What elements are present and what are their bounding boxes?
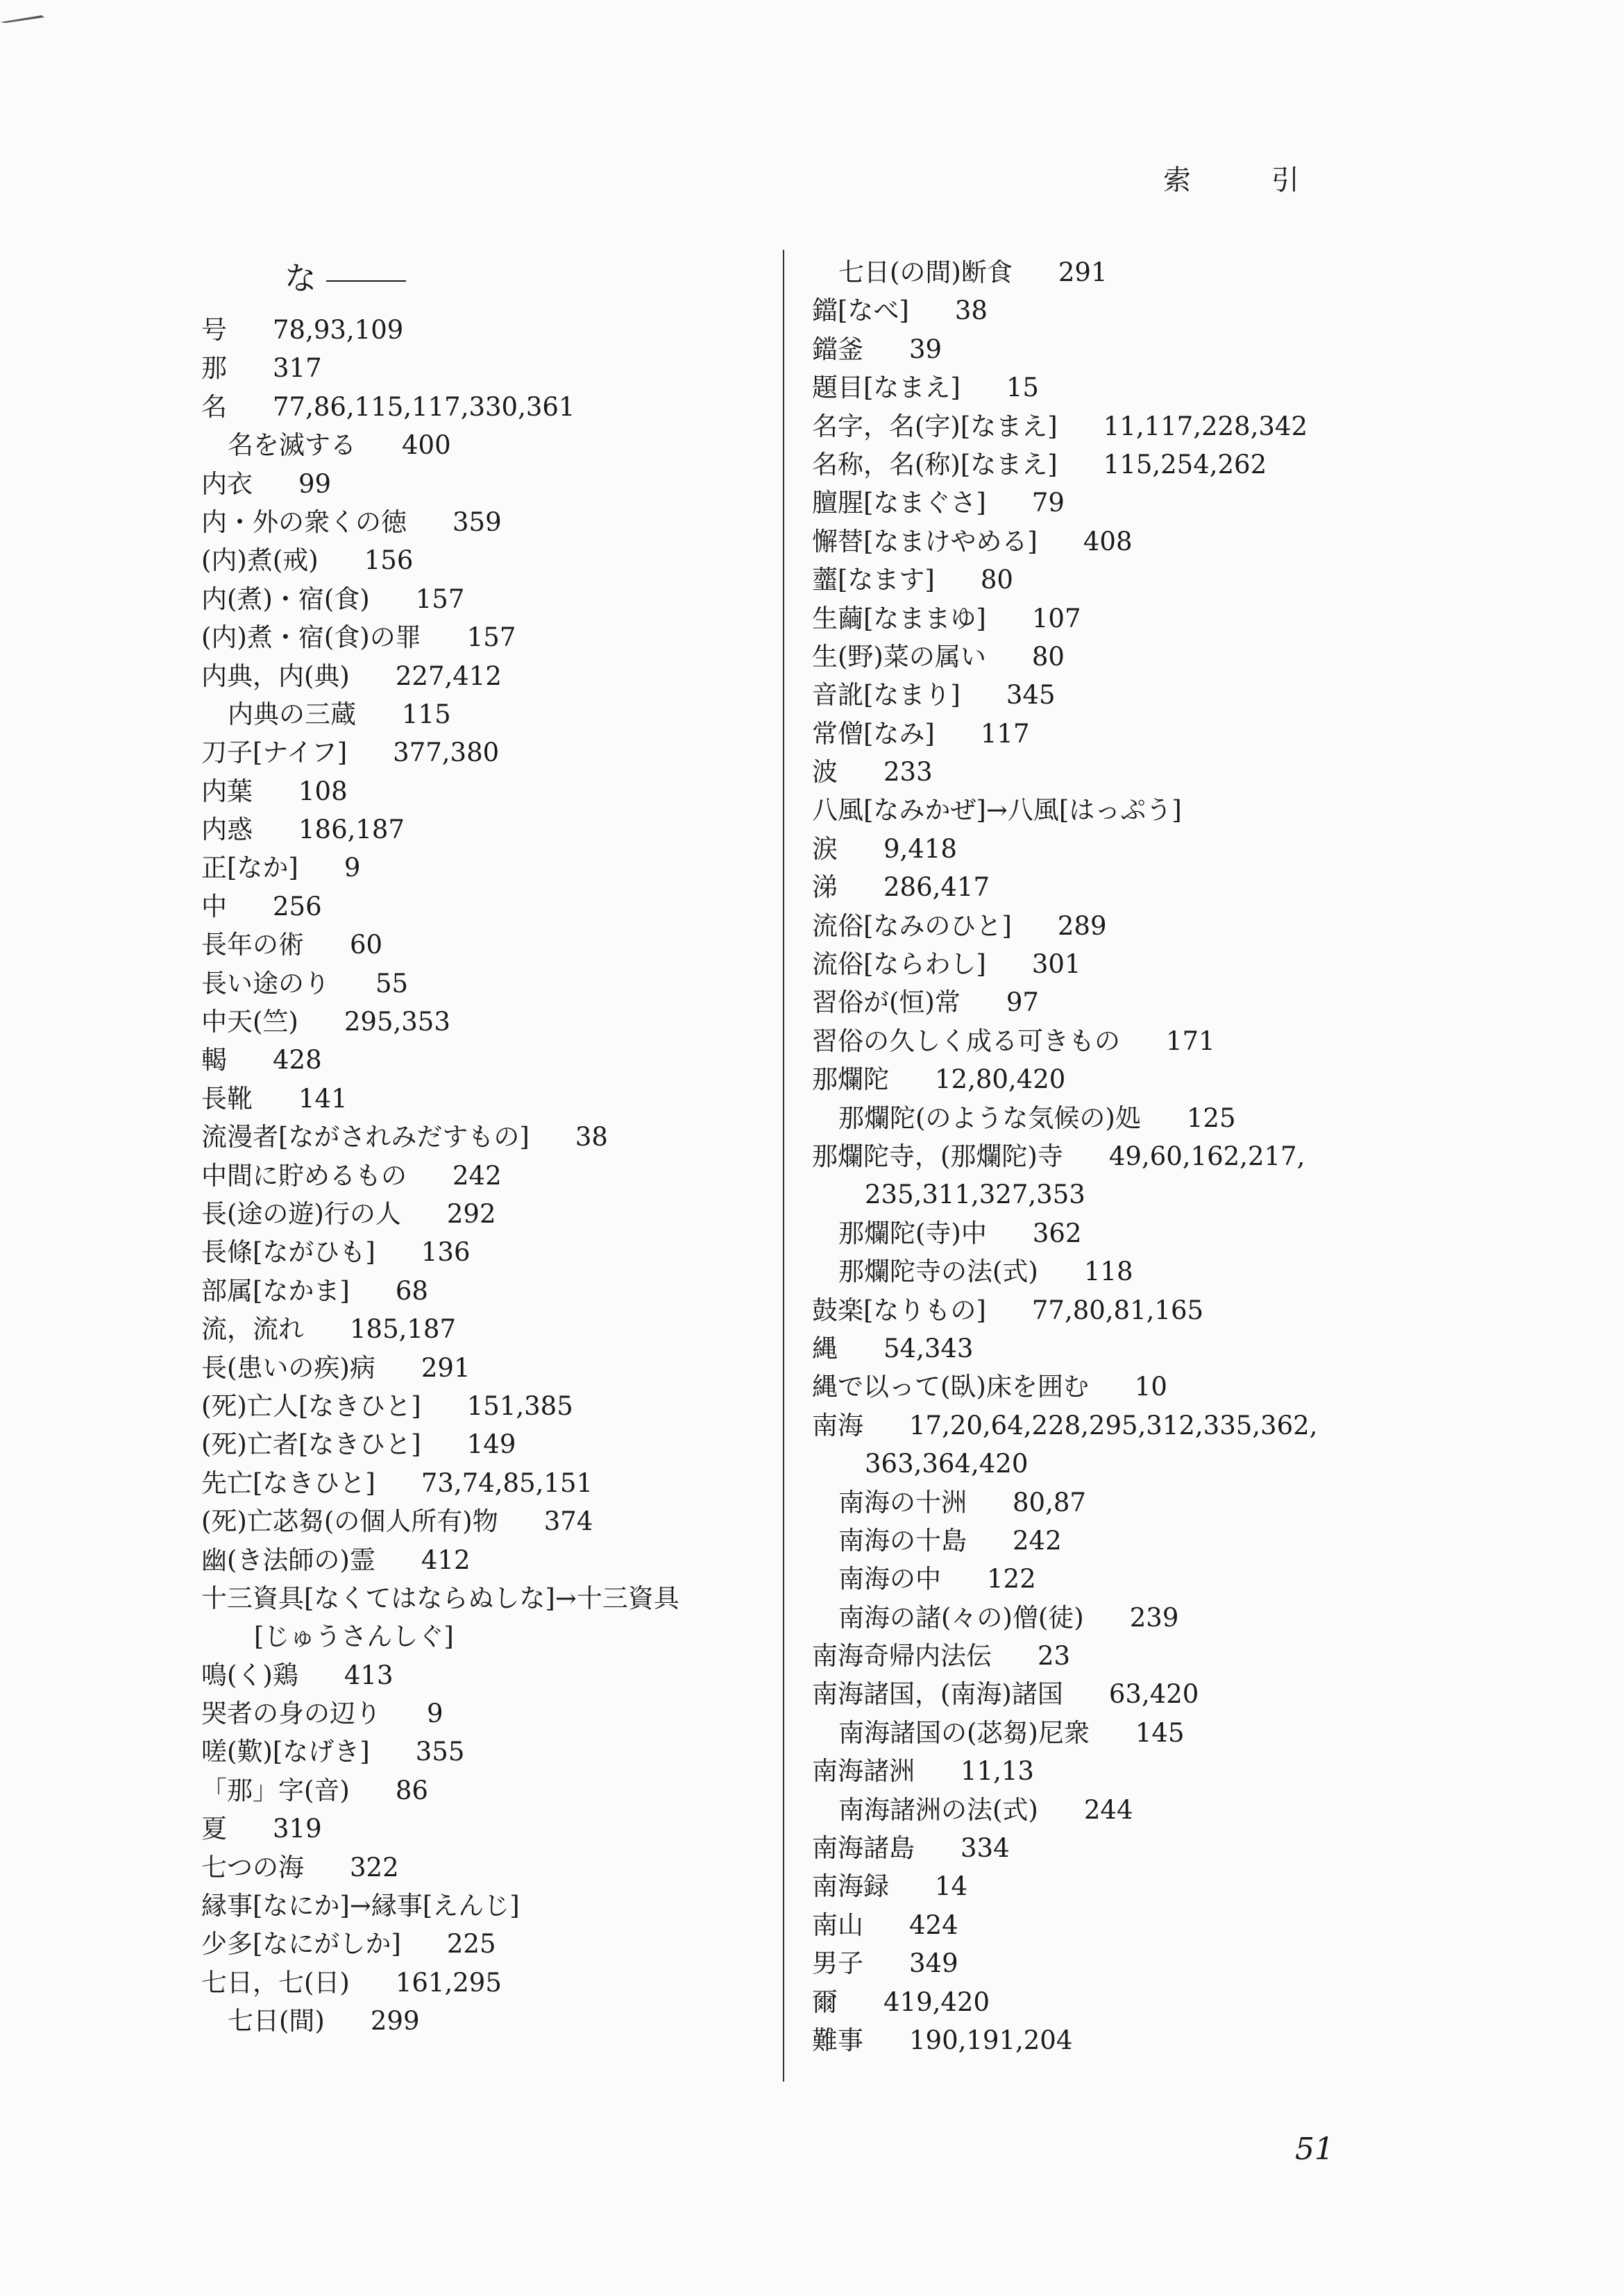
index-term: 南海録: [812, 1871, 889, 1902]
index-entry: [201, 426, 770, 464]
index-pages: 9: [344, 853, 361, 883]
index-pages: 115: [402, 699, 451, 729]
index-pages: 38: [575, 1122, 608, 1153]
index-pages: 161,295: [395, 1967, 502, 1998]
section-rule: [326, 280, 406, 282]
index-entry: [201, 1810, 770, 1848]
index-term: 正[なか]: [201, 853, 298, 883]
index-pages: 242: [1013, 1525, 1062, 1556]
index-entry: [812, 945, 1353, 983]
index-term: 内典の三蔵: [228, 699, 356, 729]
index-term: 南海諸国，(南海)諸国: [812, 1679, 1063, 1710]
index-entry: [201, 388, 770, 426]
index-entry: [812, 791, 1353, 829]
index-entry: [201, 465, 770, 503]
index-pages: 11,13: [961, 1756, 1034, 1787]
index-entry: [812, 522, 1353, 561]
index-entry: [812, 830, 1353, 868]
index-pages: 151,385: [466, 1391, 573, 1421]
index-term: 中間に貯めるもの: [201, 1160, 407, 1191]
index-pages: 295,353: [344, 1007, 450, 1037]
index-pages: 317: [273, 353, 322, 384]
index-pages: 227,412: [395, 661, 502, 691]
index-term: 南海諸島: [812, 1833, 915, 1864]
index-entry: [812, 1137, 1353, 1175]
index-term: 波: [812, 757, 838, 788]
index-pages: 125: [1186, 1103, 1236, 1133]
index-term: 長(患いの疾)病: [201, 1352, 375, 1383]
index-term: 七日(の間)断食: [838, 257, 1013, 287]
index-pages: 63,420: [1108, 1679, 1199, 1710]
index-term: 鐺[なべ]: [812, 296, 909, 326]
index-term: 流俗[ならわし]: [812, 949, 986, 980]
index-term: 難事: [812, 2025, 863, 2055]
index-term: [じゅうさんしぐ]: [254, 1622, 454, 1652]
index-pages: 118: [1083, 1257, 1133, 1287]
index-entry: [201, 657, 770, 695]
index-pages: 80: [1031, 641, 1065, 672]
index-entry: [201, 1233, 770, 1271]
index-entry: [812, 1599, 1353, 1637]
index-term: 長靴: [201, 1083, 253, 1114]
index-term: 縁事[なにか]→縁事[えんじ]: [201, 1891, 520, 1921]
index-entry: [812, 1637, 1353, 1675]
index-entry: [201, 733, 770, 772]
index-term: 那爛陀寺の法(式): [838, 1257, 1038, 1287]
index-term: 十三資具[なくてはならぬしな]→十三資具: [201, 1583, 679, 1613]
index-entry: [812, 291, 1353, 330]
index-entry: [201, 1425, 770, 1463]
index-pages: 122: [987, 1564, 1036, 1595]
index-pages: 374: [543, 1506, 593, 1537]
index-pages: 413: [344, 1660, 394, 1690]
index-entry: [201, 849, 770, 887]
index-pages: 419,420: [883, 1987, 990, 2017]
index-entry: [201, 1733, 770, 1771]
index-entry: [812, 253, 1353, 291]
index-entry: [201, 1310, 770, 1348]
index-pages: 412: [421, 1545, 471, 1575]
index-entry: [812, 1099, 1353, 1137]
index-entry: [812, 715, 1353, 753]
index-entry: [201, 1771, 770, 1810]
index-pages: 79: [1031, 488, 1065, 518]
index-entry: [201, 1387, 770, 1425]
index-term: 長(途の遊)行の人: [201, 1198, 401, 1229]
index-term: 男子: [812, 1948, 863, 1979]
index-entry: [812, 1252, 1353, 1291]
index-pages: 78,93,109: [273, 315, 404, 345]
index-entry: [201, 1694, 770, 1733]
index-term: 夏: [201, 1814, 227, 1844]
index-entry: [201, 887, 770, 926]
index-entry: [812, 1329, 1353, 1368]
index-entry: [201, 541, 770, 579]
index-entry: [812, 1022, 1353, 1060]
index-pages: 377,380: [393, 738, 500, 768]
index-entry: [201, 1502, 770, 1540]
index-entry: [812, 1175, 1353, 1214]
index-term: 爾: [812, 1987, 838, 2017]
index-term: (内)煮・宿(食)の罪: [201, 622, 421, 653]
index-pages: 77,86,115,117,330,361: [273, 391, 575, 422]
index-term: 南山: [812, 1910, 863, 1940]
index-entry: [201, 1887, 770, 1925]
index-entry: [812, 1060, 1353, 1098]
index-entry: [201, 1656, 770, 1694]
index-pages: 256: [273, 891, 322, 921]
index-entry: [812, 1560, 1353, 1598]
index-term: 七つの海: [201, 1852, 304, 1882]
index-term: 363,364,420: [865, 1449, 1029, 1479]
index-entry: [201, 1848, 770, 1887]
index-pages: 73,74,85,151: [421, 1468, 593, 1498]
index-pages: 115,254,262: [1103, 449, 1267, 479]
index-term: (死)亡人[なきひと]: [201, 1391, 421, 1421]
index-term: 流漫者[ながされみだすもの]: [201, 1122, 530, 1153]
index-pages: 10: [1134, 1372, 1167, 1402]
index-pages: 54,343: [883, 1333, 974, 1363]
index-pages: 424: [909, 1910, 958, 1940]
index-term: 流，流れ: [201, 1314, 304, 1345]
index-entry: [812, 2021, 1353, 2059]
index-term: 八風[なみかぜ]→八風[はっぷう]: [812, 795, 1182, 826]
index-term: 虀[なます]: [812, 565, 935, 595]
index-pages: 107: [1031, 603, 1081, 633]
index-entry: [812, 1829, 1353, 1867]
index-pages: 345: [1006, 680, 1056, 711]
index-term: 那: [201, 353, 227, 384]
index-pages: 349: [909, 1948, 958, 1979]
index-term: 常僧[なみ]: [812, 718, 935, 749]
index-pages: 157: [415, 584, 465, 614]
index-entry: [812, 484, 1353, 522]
index-entry: [812, 868, 1353, 906]
index-pages: 244: [1083, 1794, 1133, 1825]
index-term: 嗟(歎)[なげき]: [201, 1737, 370, 1767]
index-pages: 190,191,204: [909, 2025, 1073, 2055]
index-term: 南海の十島: [838, 1525, 967, 1556]
index-pages: 55: [375, 968, 409, 998]
index-term: 中: [201, 891, 227, 921]
index-term: 名: [201, 391, 227, 422]
index-entry: [201, 1964, 770, 2002]
index-entry: [812, 1675, 1353, 1713]
index-column-left: [201, 311, 770, 2041]
index-pages: 185,187: [350, 1314, 457, 1345]
index-term: (死)亡者[なきひと]: [201, 1429, 421, 1460]
index-term: 南海諸洲の法(式): [838, 1794, 1038, 1825]
index-entry: [812, 1944, 1353, 1982]
page-number: 51: [1295, 2132, 1334, 2167]
index-pages: 86: [395, 1775, 428, 1805]
index-pages: 322: [350, 1852, 399, 1882]
index-term: 南海諸洲: [812, 1756, 915, 1787]
index-entry: [812, 1483, 1353, 1522]
index-entry: [201, 1272, 770, 1310]
index-header: 索 引: [1163, 164, 1326, 196]
index-term: 輵: [201, 1045, 227, 1075]
index-term: 内衣: [201, 468, 253, 499]
index-term: 部属[なかま]: [201, 1275, 350, 1306]
index-term: 縄: [812, 1333, 838, 1363]
index-term: (死)亡苾芻(の個人所有)物: [201, 1506, 498, 1537]
index-entry: [812, 907, 1353, 945]
index-pages: 17,20,64,228,295,312,335,362,: [909, 1410, 1318, 1440]
index-term: 内・外の衆くの徳: [201, 507, 407, 537]
index-term: 縄で以って(臥)床を囲む: [812, 1372, 1089, 1402]
index-term: 習俗の久しく成る可きもの: [812, 1026, 1120, 1056]
index-pages: 400: [402, 430, 451, 461]
index-entry: [201, 926, 770, 964]
index-entry: [201, 964, 770, 1003]
index-entry: [812, 1214, 1353, 1252]
index-term: 那爛陀(寺)中: [838, 1218, 987, 1248]
index-term: 題目[なまえ]: [812, 373, 961, 403]
index-entry: [812, 368, 1353, 407]
index-pages: 145: [1135, 1717, 1185, 1748]
index-term: 中天(竺): [201, 1007, 298, 1037]
index-entry: [812, 1368, 1353, 1406]
index-pages: 77,80,81,165: [1031, 1295, 1204, 1325]
index-term: 鼓楽[なりもの]: [812, 1295, 986, 1325]
index-term: 内(煮)・宿(食): [201, 584, 370, 614]
index-term: 235,311,327,353: [865, 1180, 1085, 1210]
index-term: 七日，七(日): [201, 1967, 350, 1998]
section-heading: [285, 253, 406, 299]
index-entry: [201, 1925, 770, 1963]
index-pages: 157: [466, 622, 516, 653]
index-term: (内)煮(戒): [201, 545, 319, 576]
index-pages: 97: [1006, 987, 1039, 1018]
index-term: 膻腥[なまぐさ]: [812, 488, 986, 518]
index-pages: 291: [421, 1352, 471, 1383]
index-pages: 362: [1032, 1218, 1082, 1248]
index-pages: 319: [273, 1814, 322, 1844]
index-pages: 334: [961, 1833, 1010, 1864]
index-entry: [201, 1195, 770, 1233]
index-entry: [812, 1752, 1353, 1790]
index-entry: [201, 1080, 770, 1118]
index-column-right: [812, 253, 1353, 2059]
index-pages: 289: [1057, 910, 1107, 941]
index-term: 懈替[なまけやめる]: [812, 526, 1038, 556]
index-entry: [201, 1041, 770, 1079]
index-pages: 299: [370, 2006, 420, 2036]
index-term: 生繭[なままゆ]: [812, 603, 986, 633]
index-term: 那爛陀(のような気候の)処: [838, 1103, 1141, 1133]
index-term: 音訛[なまり]: [812, 680, 961, 711]
index-entry: [201, 618, 770, 656]
index-pages: 292: [446, 1198, 496, 1229]
index-pages: 68: [395, 1275, 428, 1306]
index-pages: 80: [980, 565, 1013, 595]
index-pages: 359: [452, 507, 502, 537]
index-term: 名称，名(称)[なまえ]: [812, 449, 1058, 479]
index-entry: [812, 676, 1353, 714]
index-term: 先亡[なきひと]: [201, 1468, 375, 1498]
index-term: 生(野)菜の属い: [812, 641, 986, 672]
index-term: 南海諸国の(苾芻)尼衆: [838, 1717, 1090, 1748]
index-term: 七日(間): [228, 2006, 325, 2036]
index-pages: 136: [421, 1237, 471, 1268]
index-pages: 80,87: [1013, 1487, 1086, 1517]
index-pages: 239: [1129, 1602, 1179, 1633]
index-pages: 12,80,420: [935, 1064, 1066, 1095]
index-entry: [812, 1983, 1353, 2021]
index-term: 南海: [812, 1410, 863, 1440]
index-term: 習俗が(恒)常: [812, 987, 961, 1018]
index-term: 内葉: [201, 776, 253, 806]
index-term: 長年の術: [201, 930, 304, 960]
index-entry: [201, 1003, 770, 1041]
index-term: 少多[なにがしか]: [201, 1929, 401, 1959]
index-pages: 156: [364, 545, 414, 576]
index-pages: 108: [298, 776, 348, 806]
index-term: 南海奇帰内法伝: [812, 1641, 992, 1672]
index-term: 涙: [812, 833, 838, 864]
index-entry: [201, 1118, 770, 1156]
index-entry: [812, 1291, 1353, 1329]
index-pages: 15: [1006, 373, 1039, 403]
index-entry: [201, 1349, 770, 1387]
index-entry: [201, 503, 770, 541]
index-entry: [201, 1157, 770, 1195]
index-pages: 99: [298, 468, 332, 499]
index-term: 流俗[なみのひと]: [812, 910, 1012, 941]
index-term: 長條[ながひも]: [201, 1237, 375, 1268]
index-pages: 171: [1166, 1026, 1215, 1056]
index-entry: [812, 1406, 1353, 1445]
index-entry: [201, 1617, 770, 1656]
index-entry: [812, 1714, 1353, 1752]
index-term: 刀子[ナイフ]: [201, 738, 348, 768]
index-pages: 186,187: [298, 815, 405, 845]
index-pages: 149: [466, 1429, 516, 1460]
index-term: 那爛陀: [812, 1064, 889, 1095]
index-pages: 60: [350, 930, 383, 960]
index-entry: [812, 1445, 1353, 1483]
index-term: 南海の諸(々の)僧(徒): [838, 1602, 1084, 1633]
index-entry: [812, 1867, 1353, 1905]
index-entry: [201, 580, 770, 618]
index-entry: [812, 599, 1353, 638]
index-entry: [812, 753, 1353, 791]
index-term: 長い途のり: [201, 968, 330, 998]
index-entry: [812, 407, 1353, 445]
section-kana: な: [285, 260, 316, 297]
index-pages: 23: [1038, 1641, 1071, 1672]
index-entry: [201, 1541, 770, 1579]
index-entry: [201, 2002, 770, 2040]
index-pages: 408: [1083, 526, 1133, 556]
index-entry: [201, 810, 770, 849]
index-pages: 9,418: [883, 833, 957, 864]
index-pages: 14: [935, 1871, 968, 1902]
index-pages: 39: [909, 334, 942, 364]
index-entry: [201, 1464, 770, 1502]
index-term: 那爛陀寺，(那爛陀)寺: [812, 1141, 1063, 1171]
index-term: 鐺釜: [812, 334, 863, 364]
index-pages: 141: [298, 1083, 348, 1114]
index-term: 名字，名(字)[なまえ]: [812, 411, 1058, 441]
index-entry: [812, 1906, 1353, 1944]
index-term: 内惑: [201, 815, 253, 845]
index-pages: 355: [415, 1737, 465, 1767]
index-pages: 242: [452, 1160, 502, 1191]
index-entry: [812, 330, 1353, 368]
index-entry: [812, 638, 1353, 676]
index-pages: 38: [954, 296, 988, 326]
column-divider: [783, 250, 784, 2082]
scan-artifact-mark: [0, 14, 49, 24]
index-term: 南海の十洲: [838, 1487, 967, 1517]
index-term: 哭者の身の辺り: [201, 1699, 381, 1729]
index-entry: [201, 772, 770, 810]
index-pages: 9: [427, 1699, 443, 1729]
index-entry: [201, 349, 770, 387]
index-pages: 286,417: [883, 872, 990, 903]
index-entry: [812, 445, 1353, 484]
index-entry: [812, 1522, 1353, 1560]
index-pages: 291: [1058, 257, 1108, 287]
index-pages: 301: [1031, 949, 1081, 980]
index-term: 涕: [812, 872, 838, 903]
index-entry: [812, 1791, 1353, 1829]
index-pages: 225: [446, 1929, 496, 1959]
index-entry: [812, 983, 1353, 1021]
index-pages: 117: [980, 718, 1030, 749]
index-pages: 428: [273, 1045, 322, 1075]
index-term: 「那」字(音): [201, 1775, 350, 1805]
index-entry: [812, 561, 1353, 599]
index-pages: 11,117,228,342: [1103, 411, 1308, 441]
index-entry: [201, 695, 770, 733]
index-term: 南海の中: [838, 1564, 941, 1595]
index-term: 鳴(く)鶏: [201, 1660, 298, 1690]
index-entry: [201, 1579, 770, 1617]
index-pages: 233: [883, 757, 933, 788]
index-term: 名を滅する: [228, 430, 356, 461]
index-term: 内典，内(典): [201, 661, 350, 691]
index-pages: 49,60,162,217,: [1108, 1141, 1305, 1171]
index-entry: [201, 311, 770, 349]
index-term: 幽(き法師の)霊: [201, 1545, 375, 1575]
index-term: 号: [201, 315, 227, 345]
